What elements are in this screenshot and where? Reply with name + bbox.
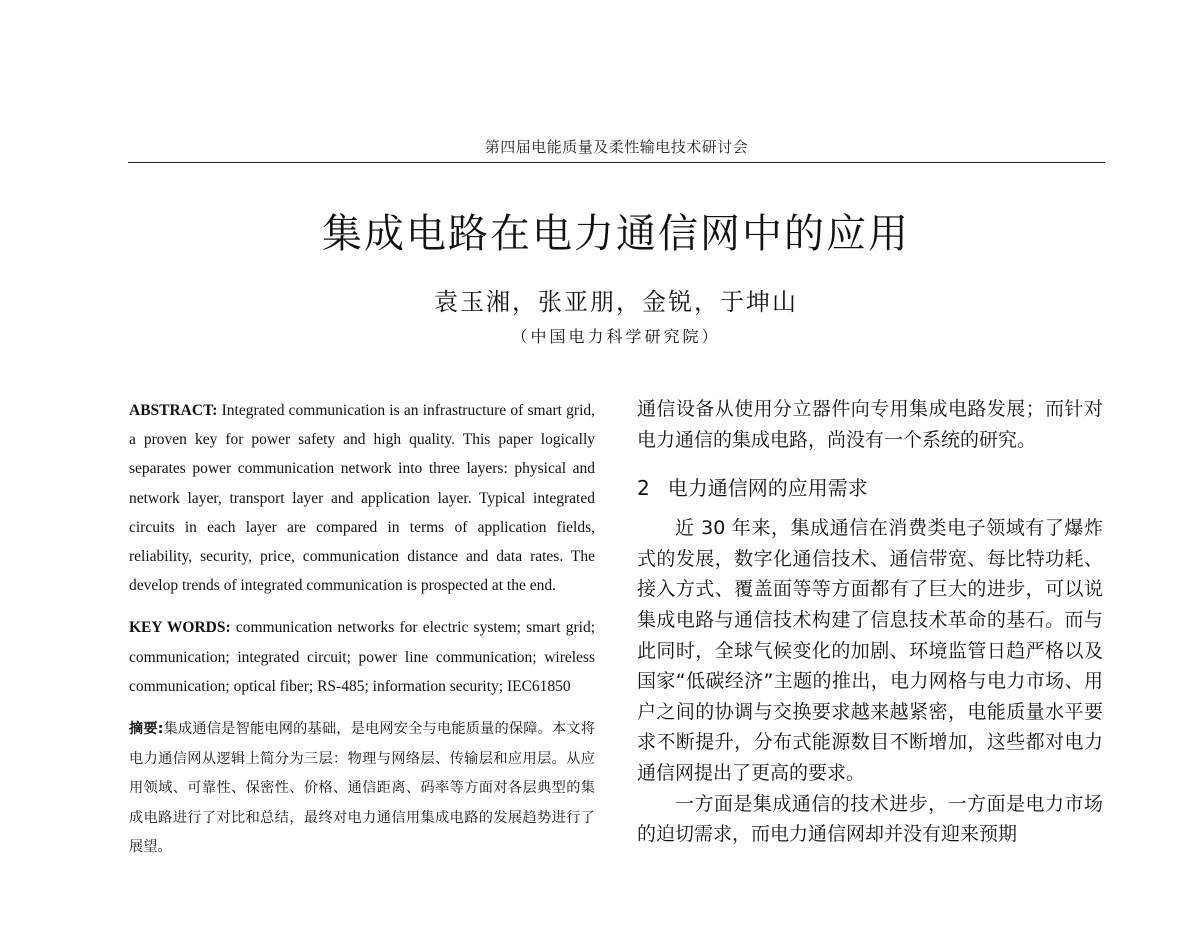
- abstract-en-text: Integrated communication is an infrastructure of smart grid, a proven key for power safety and high quality. This paper logically separates power communication network into three layers: physical and network layer, transport layer and application layer. Typical integrated circuits in each layer are compared in terms of application fields, reliability, security, price, communication distance and data rates. The develop trends of integrated communication is prospected at the end.: [129, 402, 595, 595]
- section-2-heading: [637, 473, 1103, 503]
- running-head: 第四届电能质量及柔性输电技术研讨会: [484, 138, 749, 156]
- body-paragraph-1: 通信设备从使用分立器件向专用集成电路发展；而针对电力通信的集成电路，尚没有一个系统的研究。: [637, 398, 1103, 451]
- section-2-number: 2: [637, 476, 650, 501]
- body-paragraph-3: 一方面是集成通信的技术进步，一方面是电力市场的迫切需求，而电力通信网却并没有迎来预期: [637, 792, 1103, 846]
- abstract-en: [129, 396, 595, 600]
- author-list: 袁玉湘，张亚朋，金锐，于坤山: [434, 288, 798, 316]
- keywords-en-label: KEY WORDS:: [129, 619, 231, 637]
- abstract-zh-text: 集成通信是智能电网的基础，是电网安全与电能质量的保障。本文将电力通信网从逻辑上简分为三层：物理与网络层、传输层和应用层。从应用领域、可靠性、保密性、价格、通信距离、码率等方面对各层典型的集成电路进行了对比和总结，最终对电力通信用集成电路的发展趋势进行了展望。: [129, 721, 595, 856]
- abstract-en-label: ABSTRACT:: [129, 402, 218, 419]
- right-column: [637, 394, 1103, 850]
- keywords-en: [129, 613, 595, 701]
- abstract-zh: [129, 715, 595, 863]
- keywords-en-text: communication networks for electric system; smart grid; communication; integrated circuit; power line communication; wireless communication; optical fiber; RS-485; information security; IEC61850: [129, 619, 595, 695]
- body-paragraph-2: 近 30 年来，集成通信在消费类电子领域有了爆炸式的发展，数字化通信技术、通信带宽、每比特功耗、接入方式、覆盖面等等方面都有了巨大的进步，可以说集成电路与通信技术构建了信息技术革命的基石。而与此同时，全球气候变化的加剧、环境监管日趋严格以及国家“低碳经济”主题的推出，电力网格与电力市场、用户之间的协调与交换要求越来越紧密，电能质量水平要求不断提升，分布式能源数目不断增加，这些都对电力通信网提出了更高的要求。: [637, 517, 1103, 784]
- affiliation: （中国电力科学研究院）: [511, 327, 721, 346]
- abstract-zh-label: 摘要:: [129, 721, 164, 738]
- header-rule: [128, 162, 1105, 163]
- left-column: [129, 396, 595, 877]
- paper-title: 集成电路在电力通信网中的应用: [322, 211, 910, 257]
- section-2-title: 电力通信网的应用需求: [667, 476, 868, 501]
